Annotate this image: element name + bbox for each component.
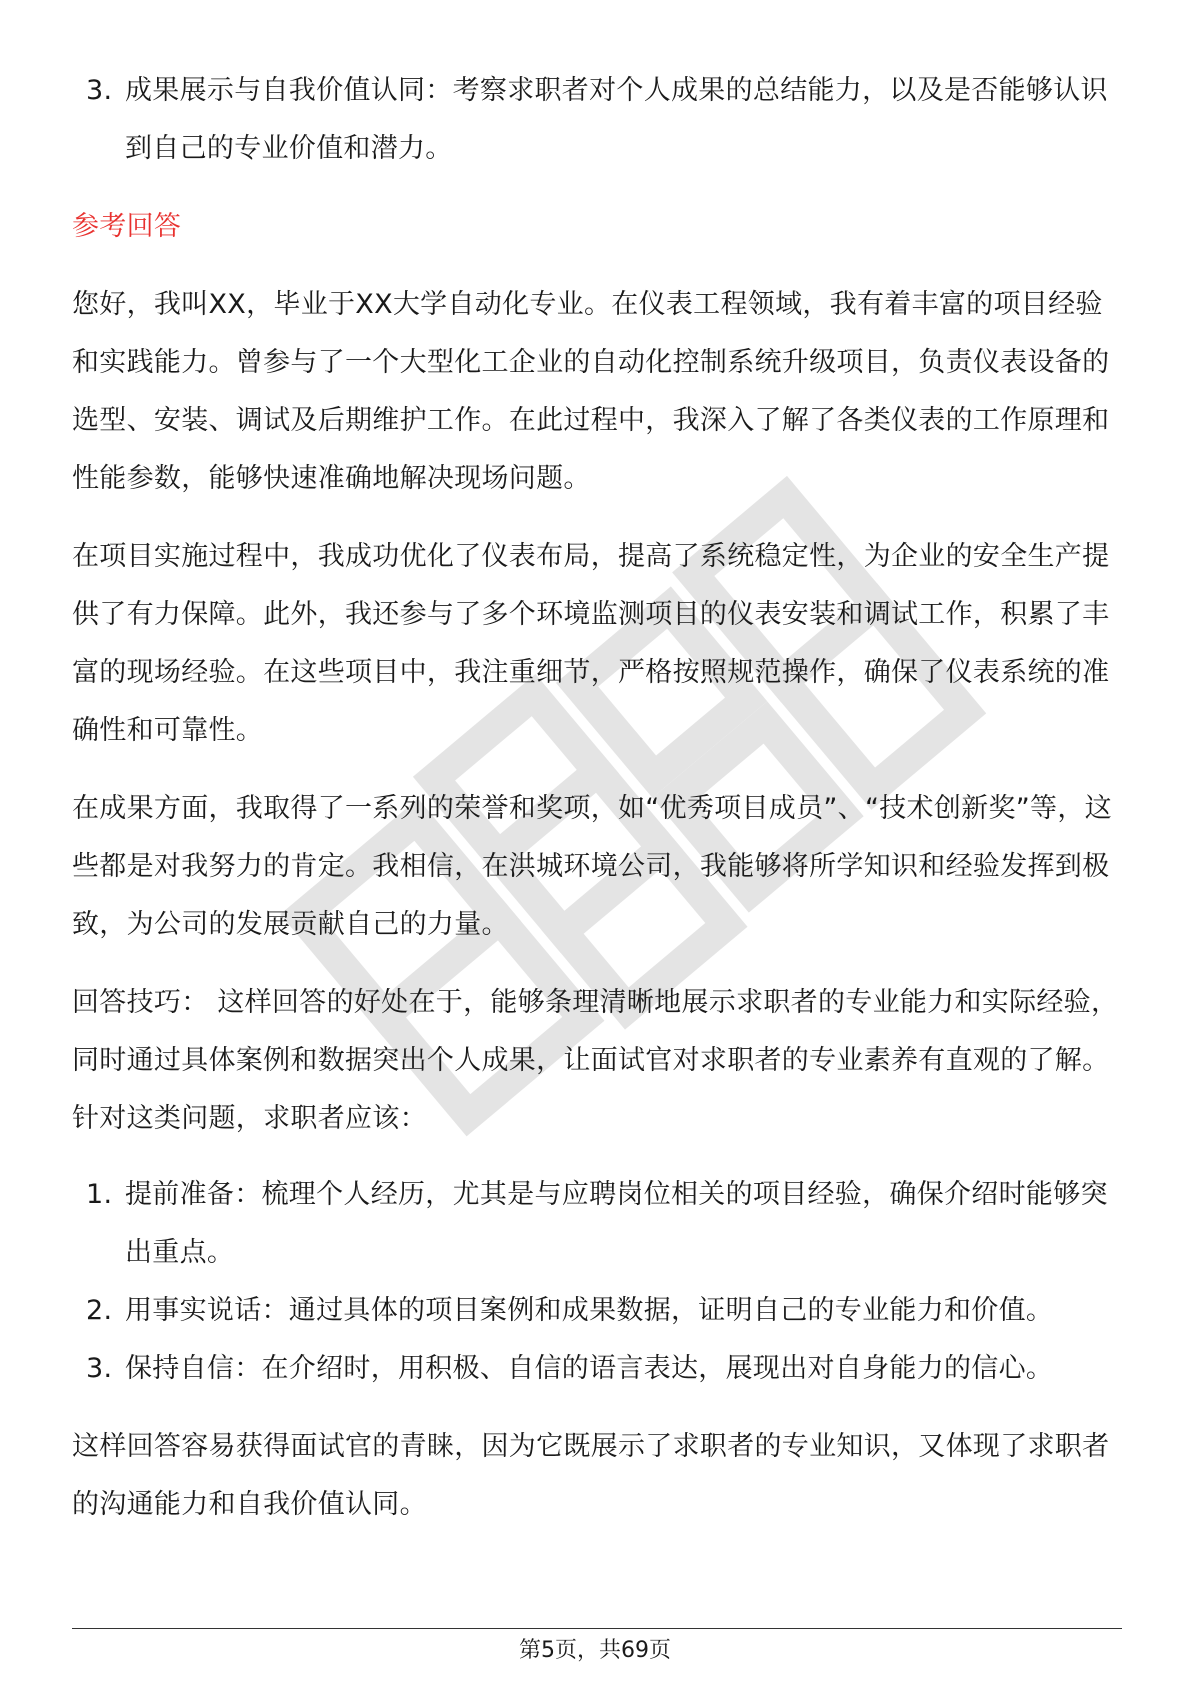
top-numbered-list xyxy=(72,62,1122,178)
list-item-number: 1. xyxy=(86,1179,113,1210)
page-number: 第5页，共69页 xyxy=(519,1638,671,1663)
list-item xyxy=(72,1282,1122,1340)
section-heading: 参考回答 xyxy=(72,211,182,242)
list-item xyxy=(72,1166,1122,1282)
list-item-text: 成果展示与自我价值认同：考察求职者对个人成果的总结能力，以及是否能够认识到自己的专业价值和潜力。 xyxy=(125,75,1108,164)
tips-numbered-list xyxy=(72,1166,1122,1398)
list-item-number: 3. xyxy=(86,1353,113,1384)
list-item xyxy=(72,62,1122,178)
list-item-text: 提前准备：梳理个人经历，尤其是与应聘岗位相关的项目经验，确保介绍时能够突出重点。 xyxy=(125,1179,1108,1268)
answer-paragraph-2: 在项目实施过程中，我成功优化了仪表布局，提高了系统稳定性，为企业的安全生产提供了有力保障。此外，我还参与了多个环境监测项目的仪表安装和调试工作，积累了丰富的现场经验。在这些项目中，我注重细节，严格按照规范操作，确保了仪表系统的准确性和可靠性。 xyxy=(72,541,1110,746)
list-item xyxy=(72,1340,1122,1398)
answer-tips-paragraph: 回答技巧： 这样回答的好处在于，能够条理清晰地展示求职者的专业能力和实际经验，同时通过具体案例和数据突出个人成果，让面试官对求职者的专业素养有直观的了解。针对这类问题，求职者应该： xyxy=(72,987,1119,1134)
answer-paragraph-1: 您好，我叫XX，毕业于XX大学自动化专业。在仪表工程领域，我有着丰富的项目经验和实践能力。曾参与了一个大型化工企业的自动化控制系统升级项目，负责仪表设备的选型、安装、调试及后期维护工作。在此过程中，我深入了解了各类仪表的工作原理和性能参数，能够快速准确地解决现场问题。 xyxy=(72,289,1110,494)
closing-paragraph: 这样回答容易获得面试官的青睐，因为它既展示了求职者的专业知识，又体现了求职者的沟通能力和自我价值认同。 xyxy=(72,1431,1110,1520)
document-body xyxy=(72,62,1122,1534)
answer-paragraph-3: 在成果方面，我取得了一系列的荣誉和奖项，如“优秀项目成员”、“技术创新奖”等，这些都是对我努力的肯定。我相信，在洪城环境公司，我能够将所学知识和经验发挥到极致，为公司的发展贡献自己的力量。 xyxy=(72,793,1112,940)
list-item-number: 2. xyxy=(86,1295,113,1326)
list-item-text: 用事实说话：通过具体的项目案例和成果数据，证明自己的专业能力和价值。 xyxy=(125,1295,1054,1326)
list-item-number: 3. xyxy=(86,75,113,106)
footer-divider xyxy=(72,1628,1122,1629)
list-item-text: 保持自信：在介绍时，用积极、自信的语言表达，展现出对自身能力的信心。 xyxy=(125,1353,1054,1384)
